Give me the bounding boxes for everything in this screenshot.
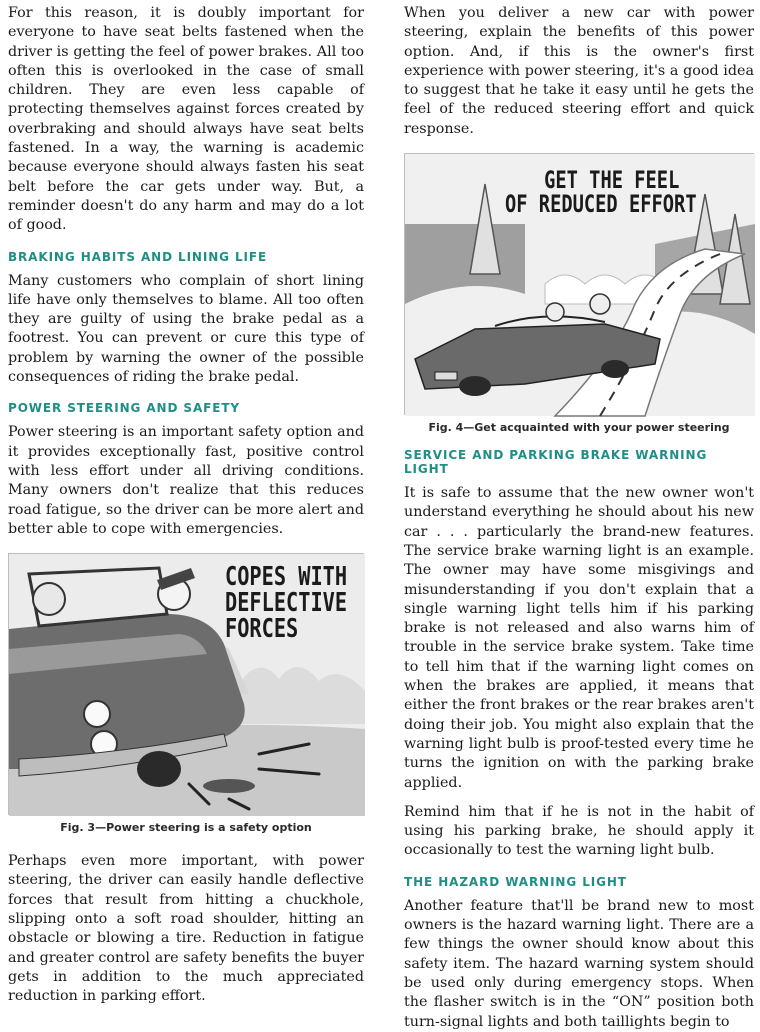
paragraph-deflective-forces: Perhaps even more important, with power steering, the driver can easily handle deflective forces that result from hitting a chuckhole, slipping onto a soft road shoulder, hitting an obstacle or blowing a tire. Reduction in fatigue and greater control are safety benefits the buyer gets in addition to the much appreciated reduction in parking effort.	[8, 853, 364, 1005]
figure-3-title-line-3: FORCES	[225, 614, 299, 645]
figure-3-title-line-1: COPES WITH	[225, 562, 348, 593]
figure-3-title	[225, 562, 348, 645]
left-column	[8, 4, 364, 1007]
heading-service-parking-brake: SERVICE AND PARKING BRAKE WARNING LIGHT	[404, 448, 708, 477]
paragraph-lining-life: Many customers who complain of short lining life have only themselves to blame. All too often they are guilty of using the brake pedal as a footrest. You can prevent or cure this type of problem by warning the owner of the possible consequences of riding the brake pedal.	[8, 272, 364, 386]
figure-4-title-line-2: OF REDUCED EFFORT	[505, 190, 697, 219]
figure-4-caption: Fig. 4—Get acquainted with your power steering	[428, 421, 730, 435]
heading-power-steering-safety: POWER STEERING AND SAFETY	[8, 401, 241, 416]
heading-braking-habits: BRAKING HABITS AND LINING LIFE	[8, 249, 268, 264]
right-column	[404, 4, 754, 1032]
heading-hazard-warning-light: THE HAZARD WARNING LIGHT	[404, 874, 627, 889]
figure-4-illustration	[404, 153, 754, 415]
figure-4-title-line-1: GET THE FEEL	[544, 166, 680, 195]
paragraph-seat-belts: For this reason, it is doubly important for everyone to have seat belts fastened when the driver is getting the feel of power brakes. All too often this is overlooked in the case of small children. They are even less capable of protecting themselves against forces created by overbraking and should always have seat belts fastened. In a way, the warning is academic because everyone should always fasten his seat belt before the car gets under way. But, a reminder doesn't do any harm and may do a lot of good.	[8, 5, 364, 234]
paragraph-deliver-new-car: When you deliver a new car with power steering, explain the benefits of this power option. And, if this is the owner's first experience with power steering, it's a good idea to suggest that he take it easy until he gets the feel of the reduced steering effort and quick response.	[404, 5, 754, 137]
figure-3-illustration	[8, 553, 364, 815]
paragraph-warning-light: It is safe to assume that the new owner won't understand everything he should about his new car . . . particularly the brand-new features. The service brake warning light is an example. The owner may have some misgivings and misunderstanding if you don't explain that a single warning light tells him if his parking brake is not released and also warns him of trouble in the service brake system. Take time to tell him that if the warning light comes on when the brakes are applied, it means that either the front brakes or the rear brakes aren't doing their job. You might also explain that the warning light bulb is proof-tested every time he turns the ignition on with the parking brake applied.	[404, 485, 754, 791]
figure-4-title	[505, 166, 697, 219]
figure-3-caption: Fig. 3—Power steering is a safety option	[60, 821, 312, 835]
paragraph-remind-parking-brake: Remind him that if he is not in the habit of using his parking brake, he should apply it occasionally to test the warning light bulb.	[404, 803, 754, 859]
paragraph-hazard-warning: Another feature that'll be brand new to most owners is the hazard warning light. There are a few things the owner should know about this safety item. The hazard warning system should be used only during emergency stops. When the flasher switch is in the “ON” position both turn-signal lights and both taillights begin to	[404, 897, 754, 1030]
paragraph-power-steering: Power steering is an important safety option and it provides exceptionally fast, positive control with less effort under all driving conditions. Many owners don't realize that this reduces road fatigue, so the driver can be more alert and better able to cope with emergencies.	[8, 424, 364, 537]
figure-3-title-line-2: DEFLECTIVE	[225, 588, 348, 619]
